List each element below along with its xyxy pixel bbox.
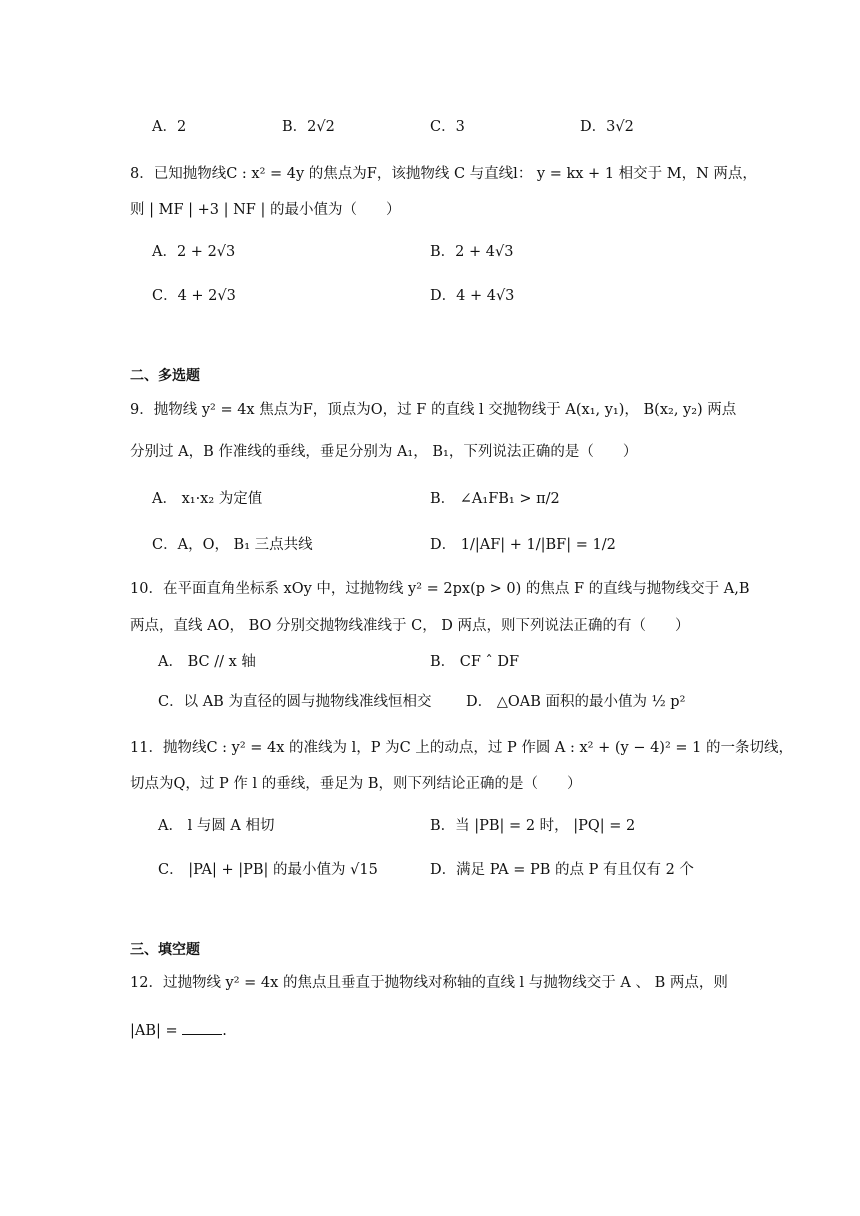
section-title-multiple-choice: 二、多选题	[130, 368, 200, 384]
q8-stem-line1: 8．已知抛物线C : x² = 4y 的焦点为F，该抛物线 C 与直线l： y = kx + 1 相交于 M，N 两点，	[130, 166, 757, 182]
q8-option-a: A．2 + 2√3	[152, 244, 236, 260]
q11-option-c: C． |PA| + |PB| 的最小值为 √15	[158, 862, 378, 878]
q9-option-d: D． 1/|AF| + 1/|BF| = 1/2	[430, 537, 616, 553]
q12-period: .	[222, 1023, 227, 1039]
q7-option-d: D．3√2	[580, 119, 634, 135]
q11-stem-line1: 11．抛物线C : y² = 4x 的准线为 l，P 为C 上的动点，过 P 作圆 A : x² + (y − 4)² = 1 的一条切线，	[130, 740, 793, 756]
q9-stem-line1: 9．抛物线 y² = 4x 焦点为F，顶点为O，过 F 的直线 l 交抛物线于 A(x₁, y₁)， B(x₂, y₂) 两点	[130, 402, 737, 418]
q10-option-a: A． BC // x 轴	[158, 654, 256, 670]
q8-option-b: B．2 + 4√3	[430, 244, 514, 260]
q9-stem-line2: 分别过 A，B 作准线的垂线，垂足分别为 A₁， B₁，下列说法正确的是（ ）	[130, 444, 638, 460]
q9-option-a: A． x₁·x₂ 为定值	[152, 491, 263, 507]
q10-option-c: C．以 AB 为直径的圆与抛物线准线恒相交	[158, 694, 432, 710]
q12-stem-line1: 12．过抛物线 y² = 4x 的焦点且垂直于抛物线对称轴的直线 l 与抛物线交于 A 、 B 两点，则	[130, 975, 728, 991]
q9-option-b: B． ∠A₁FB₁ > π/2	[430, 491, 560, 507]
q8-option-d: D．4 + 4√3	[430, 288, 515, 304]
q10-option-d: D． △OAB 面积的最小值为 ½ p²	[466, 694, 686, 710]
section-title-fill-in: 三、填空题	[130, 942, 200, 958]
q12-stem-line2	[130, 1019, 227, 1043]
q7-option-b: B．2√2	[282, 119, 335, 135]
q7-option-c: C．3	[430, 119, 465, 135]
q11-option-a: A． l 与圆 A 相切	[158, 818, 275, 834]
answer-blank[interactable]	[182, 1020, 222, 1035]
q8-stem-line2: 则 | MF | +3 | NF | 的最小值为（ ）	[130, 202, 401, 218]
q11-option-d: D．满足 PA = PB 的点 P 有且仅有 2 个	[430, 862, 694, 878]
q10-stem-line2: 两点，直线 AO， BO 分别交抛物线准线于 C， D 两点，则下列说法正确的有（ ）	[130, 618, 690, 634]
q10-stem-line1: 10．在平面直角坐标系 xOy 中，过抛物线 y² = 2px(p > 0) 的焦点 F 的直线与抛物线交于 A,B	[130, 581, 750, 597]
q10-option-b: B． CF ˆ DF	[430, 654, 520, 670]
q8-option-c: C．4 + 2√3	[152, 288, 236, 304]
q11-option-b: B．当 |PB| = 2 时， |PQ| = 2	[430, 818, 636, 834]
q7-option-a: A．2	[152, 119, 187, 135]
q9-option-c: C．A，O， B₁ 三点共线	[152, 537, 313, 553]
q11-stem-line2: 切点为Q，过 P 作 l 的垂线，垂足为 B，则下列结论正确的是（ ）	[130, 776, 582, 792]
q12-expression: |AB| =	[130, 1023, 178, 1039]
